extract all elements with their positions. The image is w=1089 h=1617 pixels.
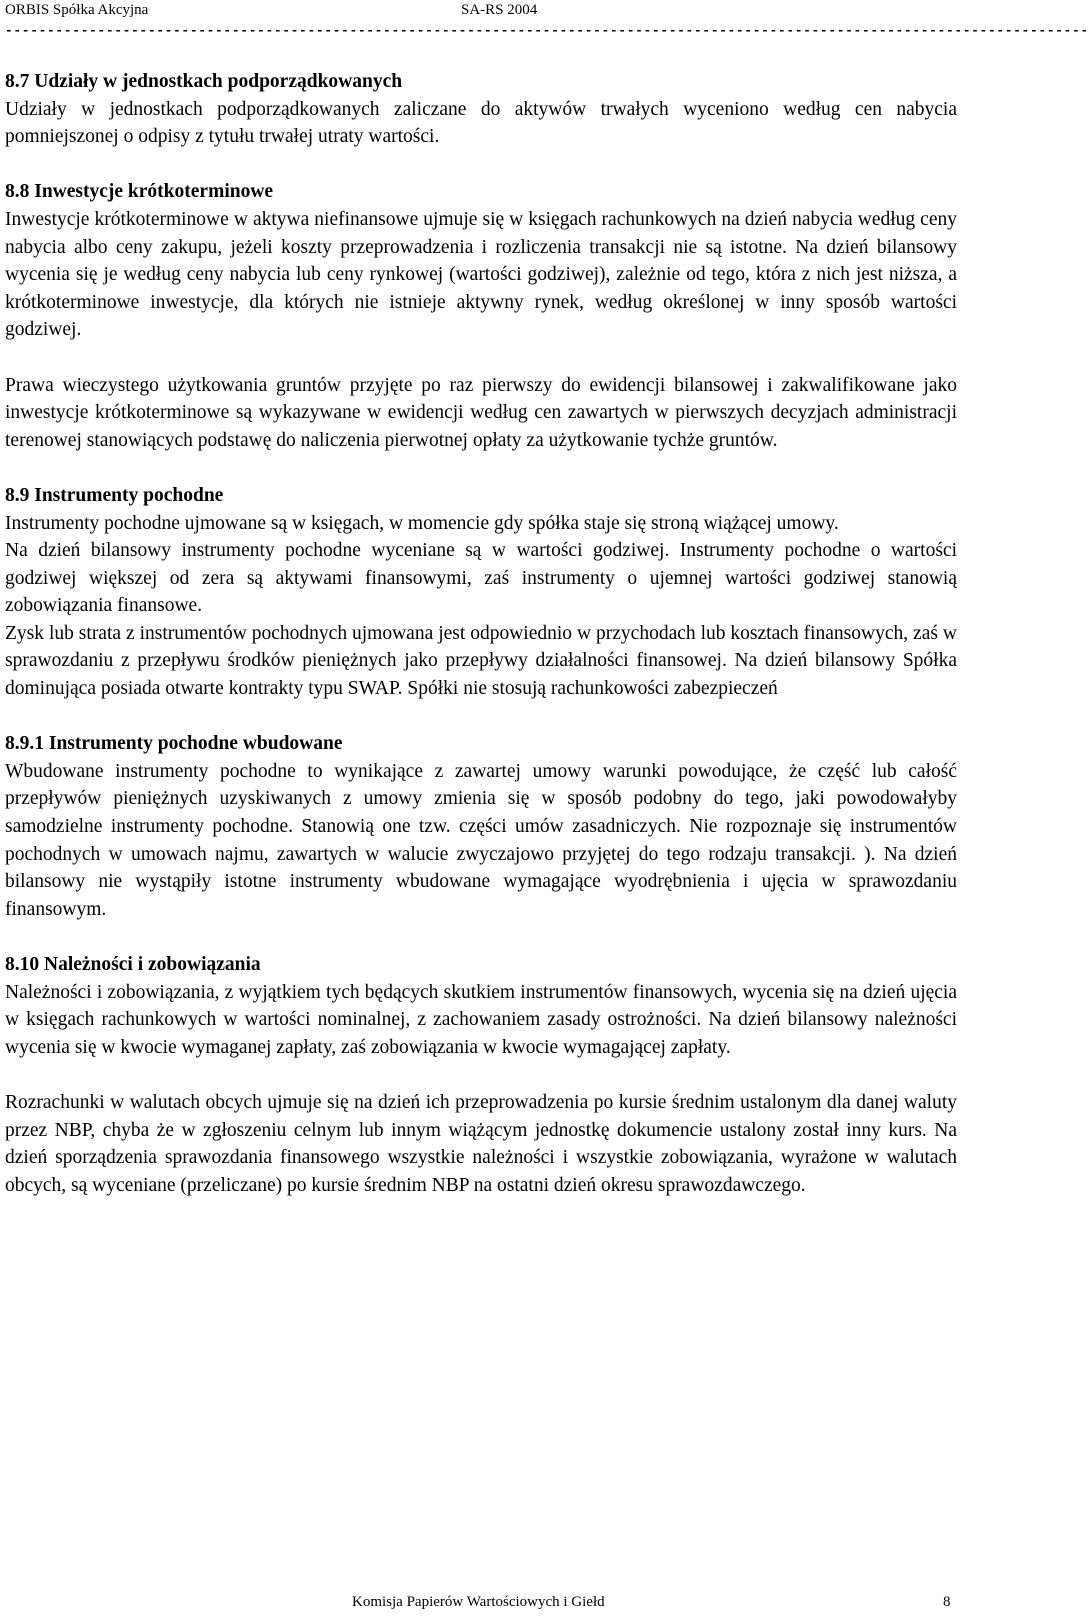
report-id: SA-RS 2004: [461, 2, 538, 18]
page-number: 8: [943, 1594, 951, 1610]
section-paragraph: Na dzień bilansowy instrumenty pochodne wyceniane są w wartości godziwej. Instrumenty pochodne o wartości godziwej większej od zera są aktywami finansowymi, zaś instrumenty o ujemnej wartości godziwej stanowią zobowiązania finansowe.: [5, 540, 957, 617]
section-paragraph: Wbudowane instrumenty pochodne to wynikające z zawartej umowy warunki powodujące, że część lub całość przepływów pieniężnych uzyskiwanych z umowy zmienia się w sposób podobny do tego, jaki powodowałyby samodzielne instrumenty pochodne. Stanowią one tzw. części umów zasadniczych. Nie rozpoznaje się instrumentów pochodnych w umowach najmu, zawartych w walucie zwyczajowo przyjętej do tego rodzaju transakcji. ). Na dzień bilansowy nie wystąpiły istotne instrumenty wbudowane wymagające wyodrębnienia i ujęcia w sprawozdaniu finansowym.: [5, 760, 957, 920]
spacer: [5, 454, 957, 482]
publisher-name: Komisja Papierów Wartościowych i Giełd: [352, 1594, 605, 1610]
section-heading: 8.9.1 Instrumenty pochodne wbudowane: [5, 733, 343, 755]
section-paragraph: Rozrachunki w walutach obcych ujmuje się na dzień ich przeprowadzenia po kursie średnim ustalonym dla danej waluty przez NBP, chyba że w zgłoszeniu celnym lub innym wiążącym jednostkę dokumencie ustalony został inny kurs. Na dzień sporządzenia sprawozdania finansowego wszystkie należności i wszystkie zobowiązania, wyrażone w walutach obcych, są wyceniane (przeliczane) po kursie średnim NBP na ostatni dzień okresu sprawozdawczego.: [5, 1091, 957, 1196]
section-heading: 8.8 Inwestycje krótkoterminowe: [5, 181, 274, 203]
spacer: [5, 151, 957, 179]
section-paragraph: Prawa wieczystego użytkowania gruntów przyjęte po raz pierwszy do ewidencji bilansowej i zakwalifikowane jako inwestycje krótkoterminowe są wykazywane w ewidencji według cen zawartych w pierwszych decyzjach administracji terenowej stanowiących podstawę do naliczenia pierwotnej opłaty za użytkowanie tychże gruntów.: [5, 374, 957, 451]
section-heading: 8.7 Udziały w jednostkach podporządkowanych: [5, 71, 403, 92]
section-8-8: [5, 178, 957, 454]
section-paragraph: Instrumenty pochodne ujmowane są w księgach, w momencie gdy spółka staje się stroną wiążącej umowy.: [5, 512, 839, 534]
spacer: [5, 923, 957, 951]
spacer: [5, 1061, 957, 1089]
section-8-7: [5, 68, 957, 151]
section-paragraph: Udziały w jednostkach podporządkowanych zaliczane do aktywów trwałych wyceniono według cen nabycia pomniejszonej o odpisy z tytułu trwałej utraty wartości.: [5, 98, 957, 148]
header-separator: ---------------------------------------------------------------------------------------------------------------------------------: [5, 23, 1089, 38]
document-body: [5, 68, 957, 1199]
spacer: [5, 703, 957, 731]
section-8-9-1: [5, 730, 957, 923]
section-paragraph: Inwestycje krótkoterminowe w aktywa niefinansowe ujmuje się w księgach rachunkowych na dzień nabycia według ceny nabycia albo ceny zakupu, jeżeli koszty przeprowadzenia i rozliczenia transakcji nie są istotne. Na dzień bilansowy wycenia się je według ceny nabycia lub ceny rynkowej (wartości godziwej), zależnie od tego, która z nich jest niższa, a krótkoterminowe inwestycje, dla których nie istnieje aktywny rynek, według określonej w inny sposób wartości godziwej.: [5, 208, 957, 341]
section-heading: 8.10 Należności i zobowiązania: [5, 954, 261, 975]
company-name: ORBIS Spółka Akcyjna: [5, 2, 149, 18]
section-8-9: [5, 482, 957, 703]
section-paragraph: Zysk lub strata z instrumentów pochodnych ujmowana jest odpowiednio w przychodach lub kosztach finansowych, zaś w sprawozdaniu z przepływu środków pieniężnych jako przepływy działalności finansowej. Na dzień bilansowy Spółka dominująca posiada otwarte kontrakty typu SWAP. Spółki nie stosują rachunkowości zabezpieczeń: [5, 622, 957, 700]
page-footer: [0, 1592, 960, 1614]
page-header: [5, 0, 950, 22]
section-paragraph: Należności i zobowiązania, z wyjątkiem tych będących skutkiem instrumentów finansowych, wycenia się na dzień ujęcia w księgach rachunkowych w wartości nominalnej, z zachowaniem zasady ostrożności. Na dzień bilansowy należności wycenia się w kwocie wymaganej zapłaty, zaś zobowiązania w kwocie wymagającej zapłaty.: [5, 981, 957, 1058]
section-8-10: [5, 951, 957, 1199]
spacer: [5, 344, 957, 372]
section-heading: 8.9 Instrumenty pochodne: [5, 484, 224, 506]
